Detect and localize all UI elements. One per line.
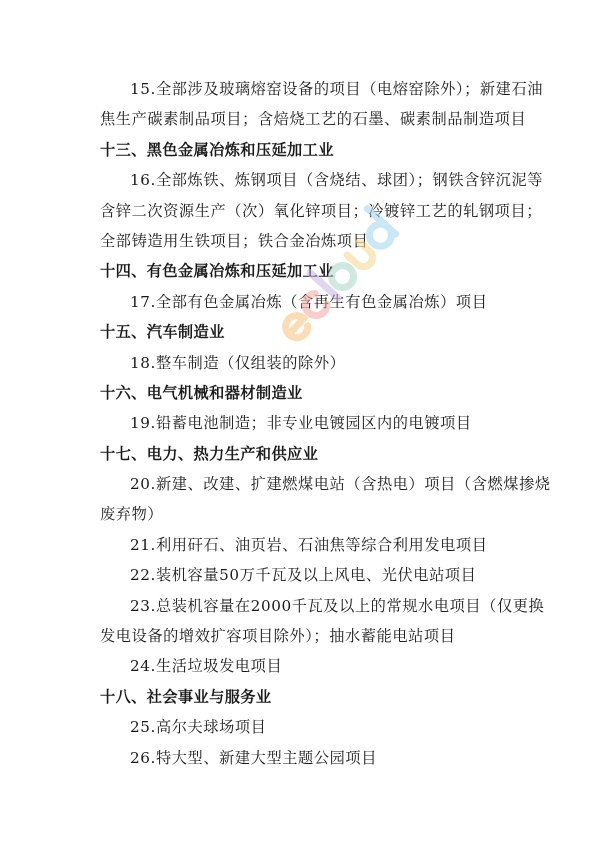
document-body [100,74,551,773]
list-item-line: 25.高尔夫球场项目 [130,718,267,737]
list-item-line: 19.铅蓄电池制造；非专业电镀园区内的电镀项目 [130,414,472,433]
section-heading: 十三、黑色金属冶炼和压延加工业 [100,140,334,159]
list-item-line: 26.特大型、新建大型主题公园项目 [130,748,377,767]
list-item-line: 15.全部涉及玻璃熔窑设备的项目（电熔窑除外）；新建石油 [130,80,544,98]
section-heading: 十四、有色金属冶炼和压延加工业 [100,262,334,281]
section-heading: 十七、电力、热力生产和供应业 [100,444,319,463]
list-item-continuation: 废弃物） [100,505,164,524]
list-item-line: 24.生活垃圾发电项目 [130,657,283,676]
list-item-line: 17.全部有色金属冶炼（含再生有色金属冶炼）项目 [130,292,488,311]
section-heading: 十六、电气机械和器材制造业 [100,383,303,402]
list-item-continuation: 焦生产碳素制品项目；含焙烧工艺的石墨、碳素制品制造项目 [100,110,527,129]
list-item-line: 23.总装机容量在2000千瓦及以上的常规水电项目（仅更换 [130,596,545,615]
list-item-line: 22.装机容量50万千瓦及以上风电、光伏电站项目 [130,566,477,585]
list-item-continuation: 含锌二次资源生产（次）氧化锌项目；冷镀锌工艺的轧钢项目； [100,201,543,220]
section-heading: 十五、汽车制造业 [100,323,225,342]
list-item-line: 18.整车制造（仅组装的除外） [130,353,346,372]
list-item-continuation: 全部铸造用生铁项目；铁合金冶炼项目 [100,231,369,250]
list-item-continuation: 发电设备的增效扩容项目除外）；抽水蓄能电站项目 [100,627,456,646]
list-item-line: 16.全部炼铁、炼钢项目（含烧结、球团）；钢铁含锌沉泥等 [130,171,544,190]
list-item-line: 21.利用矸石、油页岩、石油焦等综合利用发电项目 [130,535,488,554]
list-item-line: 20.新建、改建、扩建燃煤电站（含热电）项目（含燃煤掺烧 [130,475,551,494]
section-heading: 十八、社会事业与服务业 [100,687,272,706]
